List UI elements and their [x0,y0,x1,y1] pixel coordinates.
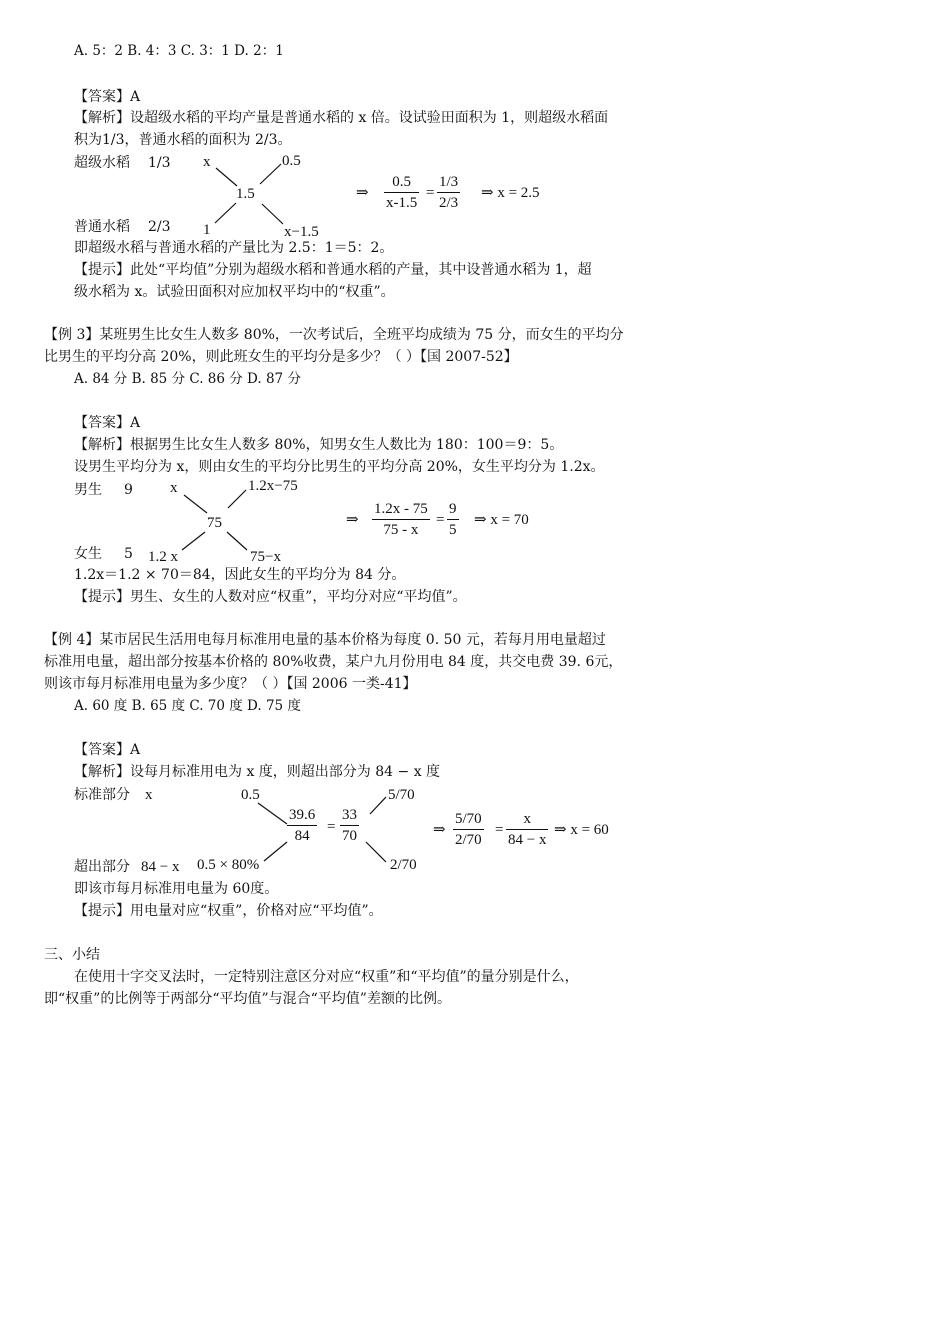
ex2-row1-weight: 1/3 [148,155,171,171]
ex2-conclusion: 即超级水稻与普通水稻的产量比为 2.5：1＝5：2。 [74,240,394,256]
ex2-cross-bottom-left: 1 [203,222,211,238]
ex4-analysis-line1: 【解析】设每月标准用电为 x 度，则超出部分为 84 − x 度 [74,764,441,780]
ex2-cross-center: 1.5 [236,186,255,202]
ex4-row1-label: 标准部分 [74,787,130,803]
ex4-row2-label: 超出部分 [74,859,130,875]
ex4-options: A. 60 度 B. 65 度 C. 70 度 D. 75 度 [74,698,301,714]
ex4-center-fraction-right-denominator: 70 [342,828,357,844]
ex2-cross-line [262,204,283,224]
ex4-cross-line [366,842,386,862]
ex3-cross-line [227,532,247,550]
ex3-equals: = [436,512,445,528]
ex2-analysis-line1: 【解析】设超级水稻的平均产量是普通水稻的 x 倍。设试验田面积为 1，则超级水稻面 [74,110,609,126]
ex2-equals: = [426,185,435,201]
ex4-cross-bottom-right: 2/70 [390,857,417,873]
ex3-implies: ⇒ [346,512,359,528]
ex4-cross-top-left: 0.5 [241,787,260,803]
ex4-cross-bottom-left: 0.5 × 80% [197,857,260,873]
summary-paragraph-line1: 在使用十字交叉法时，一定特别注意区分对应“权重”和“平均值”的量分别是什么， [74,969,579,985]
ex3-cross-top-left: x [170,480,178,496]
ex2-options: A. 5：2 B. 4：3 C. 3：1 D. 2：1 [74,43,284,59]
ex4-implies: ⇒ [433,822,446,838]
ex2-row1-label: 超级水稻 [74,155,130,171]
ex4-fraction-right-denominator: 84 − x [508,832,547,848]
ex3-calculation: 1.2x＝1.2 × 70＝84，因此女生的平均分为 84 分。 [74,567,406,583]
ex3-row1-label: 男生 [74,482,102,498]
ex3-cross-bottom-left: 1.2 x [148,549,178,565]
ex2-cross-line [260,164,281,184]
summary-paragraph-line2: 即“权重”的比例等于两部分“平均值”与混合“平均值”差额的比例。 [44,991,451,1007]
ex2-cross-line [216,168,237,186]
ex2-cross-bottom-right: x−1.5 [284,224,319,240]
ex4-fraction-left [453,809,484,850]
ex4-result: ⇒ x = 60 [554,822,609,838]
ex3-fraction-right-numerator: 9 [447,499,459,520]
ex2-row2-weight: 2/3 [148,219,171,235]
ex2-cross-top-right: 0.5 [282,153,301,169]
ex3-fraction-left-denominator: 75 - x [383,522,419,538]
ex2-row2-label: 普通水稻 [74,219,130,235]
ex3-cross-line [184,495,207,513]
ex4-center-equals: = [327,819,336,835]
ex2-fraction-left [384,172,419,213]
ex4-cross-line [264,842,287,861]
ex2-answer: 【答案】A [74,89,141,105]
ex4-question-line3: 则该市每月标准用电量为多少度？（ ）【国 2006 一类-41】 [44,676,417,692]
ex4-center-fraction-left [287,805,317,846]
ex4-cross-top-right: 5/70 [388,787,415,803]
ex3-row2-label: 女生 [74,546,102,562]
ex3-cross-center: 75 [207,515,222,531]
ex3-fraction-right-denominator: 5 [449,522,457,538]
ex3-answer: 【答案】A [74,415,141,431]
ex2-result: ⇒ x = 2.5 [481,185,540,201]
ex2-implies: ⇒ [356,185,369,201]
ex4-hint: 【提示】用电量对应“权重”，价格对应“平均值”。 [74,903,383,919]
ex4-center-fraction-left-denominator: 84 [294,828,310,844]
ex4-center-fraction-left-numerator: 39.6 [287,805,317,826]
ex4-cross-line [370,797,386,814]
ex4-fraction-left-numerator: 5/70 [453,809,484,830]
ex4-fraction-left-denominator: 2/70 [455,832,482,848]
ex4-center-fraction-right-numerator: 33 [340,805,359,826]
ex3-fraction-right [447,499,459,540]
ex2-fraction-right [437,172,460,213]
ex3-hint: 【提示】男生、女生的人数对应“权重”，平均分对应“平均值”。 [74,589,467,605]
ex3-analysis-line1: 【解析】根据男生比女生人数多 80%，知男女生人数比为 180：100＝9：5。 [74,437,564,453]
ex3-analysis-line2: 设男生平均分为 x，则由女生的平均分比男生的平均分高 20%，女生平均分为 1.2x。 [74,459,605,475]
ex4-center-fraction-right [340,805,359,846]
ex4-question-line2: 标准用电量，超出部分按基本价格的 80%收费，某户九月份用电 84 度，共交电费 39. 6元， [44,654,623,670]
ex3-question-line2: 比男生的平均分高 20%，则此班女生的平均分是多少？（ ）【国 2007-52】 [44,349,518,365]
ex4-answer: 【答案】A [74,742,141,758]
ex2-hint-line2: 级水稻为 x。试验田面积对应加权平均中的“权重”。 [74,284,395,300]
ex4-row1-weight: x [145,787,153,803]
ex3-cross-bottom-right: 75−x [250,549,281,565]
ex4-conclusion: 即该市每月标准用电量为 60度。 [74,881,279,897]
ex3-result: ⇒ x = 70 [474,512,529,528]
ex2-cross-line [215,203,236,223]
ex2-fraction-left-numerator: 0.5 [384,172,419,193]
ex3-options: A. 84 分 B. 85 分 C. 86 分 D. 87 分 [74,371,301,387]
ex3-fraction-left [372,499,430,540]
ex3-cross-line [228,490,246,508]
summary-heading: 三、小结 [44,947,100,963]
ex2-cross-top-left: x [203,154,211,170]
ex3-cross-line [182,532,205,550]
ex3-fraction-left-numerator: 1.2x - 75 [372,499,430,520]
ex2-hint-line1: 【提示】此处“平均值”分别为超级水稻和普通水稻的产量，其中设普通水稻为 1，超 [74,262,592,278]
ex3-row2-weight: 5 [124,546,133,562]
ex2-fraction-left-denominator: x-1.5 [386,195,418,211]
ex4-question-line1: 【例 4】某市居民生活用电每月标准用电量的基本价格为每度 0. 50 元，若每月用电量超过 [44,632,606,648]
ex2-fraction-right-denominator: 2/3 [439,195,459,211]
ex2-fraction-right-numerator: 1/3 [437,172,460,193]
ex4-row2-weight: 84 − x [141,859,180,875]
ex3-cross-top-right: 1.2x−75 [248,478,298,494]
ex2-analysis-line2: 积为1/3，普通水稻的面积为 2/3。 [74,132,292,148]
ex3-row1-weight: 9 [124,482,133,498]
ex4-equals: = [495,822,504,838]
ex3-question-line1: 【例 3】某班男生比女生人数多 80%，一次考试后，全班平均成绩为 75 分，而女生的平均分 [44,327,624,343]
ex4-cross-line [258,803,287,824]
ex4-fraction-right [506,809,548,850]
ex4-fraction-right-numerator: x [506,809,548,830]
